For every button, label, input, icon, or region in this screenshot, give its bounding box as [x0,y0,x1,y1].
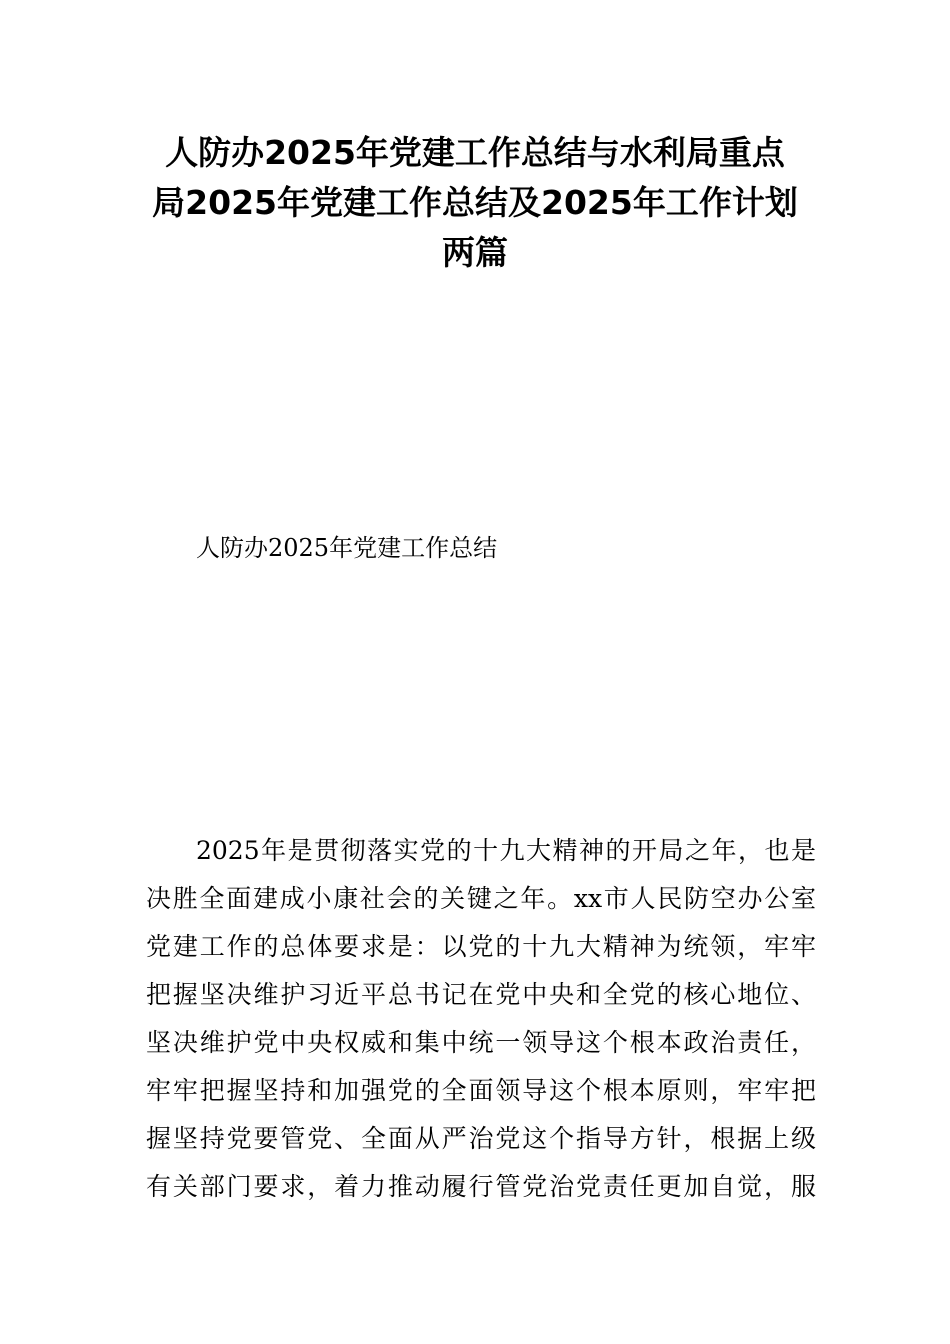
section-heading: 人防办2025年党建工作总结 [196,534,498,562]
body-line: 决胜全面建成小康社会的关键之年。xx市人民防空办公室 [146,884,816,913]
body-paragraph [146,827,816,1211]
body-line: 握坚持党要管党、全面从严治党这个指导方针，根据上级 [146,1124,816,1153]
body-line: 牢牢把握坚持和加强党的全面领导这个根本原则，牢牢把 [146,1076,816,1105]
body-line: 把握坚决维护习近平总书记在党中央和全党的核心地位、 [146,980,816,1009]
document-title [120,128,830,278]
body-line: 2025年是贯彻落实党的十九大精神的开局之年，也是 [196,836,816,865]
title-line: 局2025年党建工作总结及2025年工作计划 [152,183,798,222]
body-line: 党建工作的总体要求是：以党的十九大精神为统领，牢牢 [146,932,816,961]
body-line: 有关部门要求，着力推动履行管党治党责任更加自觉，服 [146,1172,816,1201]
title-line: 人防办2025年党建工作总结与水利局重点 [165,133,785,172]
title-line: 两篇 [442,233,508,272]
body-line: 坚决维护党中央权威和集中统一领导这个根本政治责任， [146,1028,816,1057]
